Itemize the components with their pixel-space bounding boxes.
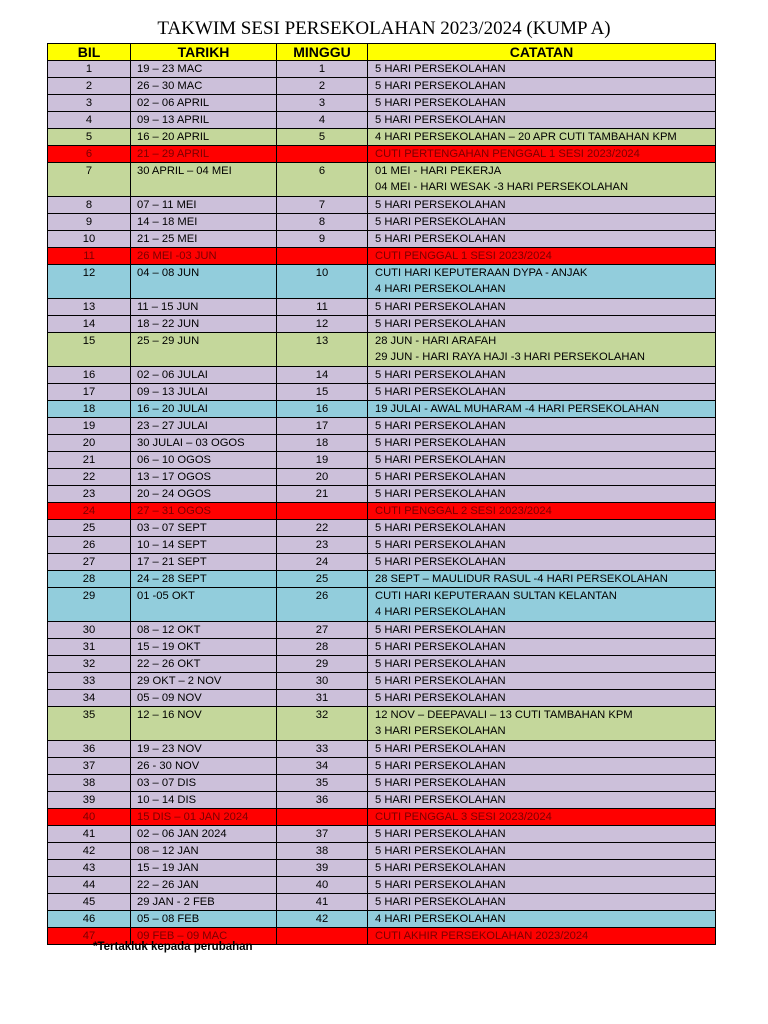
- cell-catatan: [368, 384, 716, 401]
- cell-bil: 25: [48, 520, 131, 537]
- cell-catatan: [368, 571, 716, 588]
- catatan-line: 5 HARI PERSEKOLAHAN: [375, 896, 506, 908]
- cell-bil: 22: [48, 469, 131, 486]
- catatan-line: 5 HARI PERSEKOLAHAN: [375, 454, 506, 466]
- cell-minggu: [277, 248, 368, 265]
- cell-catatan: [368, 554, 716, 571]
- cell-minggu: 2: [277, 78, 368, 95]
- cell-catatan: [368, 452, 716, 469]
- catatan-line: 5 HARI PERSEKOLAHAN: [375, 624, 506, 636]
- cell-tarikh: 08 – 12 JAN: [131, 843, 277, 860]
- table-row: [48, 418, 716, 435]
- cell-tarikh: 09 FEB – 09 MAC: [131, 928, 277, 945]
- table-row: [48, 95, 716, 112]
- cell-minggu: 25: [277, 571, 368, 588]
- cell-minggu: 13: [277, 333, 368, 367]
- table-row: [48, 486, 716, 503]
- cell-bil: 30: [48, 622, 131, 639]
- cell-tarikh: 14 – 18 MEI: [131, 214, 277, 231]
- cell-bil: 35: [48, 707, 131, 741]
- catatan-line: 5 HARI PERSEKOLAHAN: [375, 743, 506, 755]
- cell-catatan: [368, 622, 716, 639]
- header-row: [48, 44, 716, 61]
- cell-tarikh: 09 – 13 JULAI: [131, 384, 277, 401]
- table-row: [48, 656, 716, 673]
- cell-minggu: 11: [277, 299, 368, 316]
- cell-bil: 27: [48, 554, 131, 571]
- catatan-line: 5 HARI PERSEKOLAHAN: [375, 216, 506, 228]
- cell-bil: 40: [48, 809, 131, 826]
- catatan-line: CUTI HARI KEPUTERAAN DYPA - ANJAK: [375, 267, 588, 279]
- cell-catatan: [368, 95, 716, 112]
- cell-tarikh: 09 – 13 APRIL: [131, 112, 277, 129]
- cell-bil: 37: [48, 758, 131, 775]
- cell-bil: 19: [48, 418, 131, 435]
- catatan-line: 5 HARI PERSEKOLAHAN: [375, 641, 506, 653]
- cell-bil: 17: [48, 384, 131, 401]
- cell-minggu: 24: [277, 554, 368, 571]
- catatan-line: 5 HARI PERSEKOLAHAN: [375, 556, 506, 568]
- cell-tarikh: 11 – 15 JUN: [131, 299, 277, 316]
- table-row: [48, 248, 716, 265]
- table-row: [48, 520, 716, 537]
- cell-bil: 11: [48, 248, 131, 265]
- catatan-line: CUTI PERTENGAHAN PENGGAL 1 SESI 2023/2024: [375, 148, 640, 160]
- cell-minggu: 36: [277, 792, 368, 809]
- cell-minggu: 18: [277, 435, 368, 452]
- table-row: [48, 78, 716, 95]
- table-row: [48, 435, 716, 452]
- cell-catatan: [368, 741, 716, 758]
- cell-bil: 47: [48, 928, 131, 945]
- cell-tarikh: 10 – 14 DIS: [131, 792, 277, 809]
- cell-bil: 31: [48, 639, 131, 656]
- cell-minggu: 4: [277, 112, 368, 129]
- cell-minggu: 9: [277, 231, 368, 248]
- cell-catatan: [368, 826, 716, 843]
- cell-catatan: [368, 843, 716, 860]
- table-row: [48, 707, 716, 741]
- catatan-line: 28 JUN - HARI ARAFAH: [375, 335, 497, 347]
- table-row: [48, 231, 716, 248]
- table-row: [48, 503, 716, 520]
- cell-catatan: [368, 231, 716, 248]
- catatan-line: 4 HARI PERSEKOLAHAN – 20 APR CUTI TAMBAHAN KPM: [375, 131, 677, 143]
- cell-tarikh: 05 – 08 FEB: [131, 911, 277, 928]
- cell-tarikh: 30 JULAI – 03 OGOS: [131, 435, 277, 452]
- catatan-line: CUTI AKHIR PERSEKOLAHAN 2023/2024: [375, 930, 589, 942]
- cell-catatan: [368, 214, 716, 231]
- table-row: [48, 537, 716, 554]
- catatan-line: 5 HARI PERSEKOLAHAN: [375, 301, 506, 313]
- catatan-line: 5 HARI PERSEKOLAHAN: [375, 760, 506, 772]
- cell-tarikh: 22 – 26 JAN: [131, 877, 277, 894]
- table-row: [48, 469, 716, 486]
- cell-minggu: 40: [277, 877, 368, 894]
- footnote: *Tertakluk kepada perubahan: [93, 941, 253, 953]
- table-row: [48, 214, 716, 231]
- cell-bil: 16: [48, 367, 131, 384]
- calendar-table: [47, 43, 716, 945]
- cell-tarikh: 30 APRIL – 04 MEI: [131, 163, 277, 197]
- cell-bil: 24: [48, 503, 131, 520]
- cell-catatan: [368, 112, 716, 129]
- table-row: [48, 622, 716, 639]
- column-header-minggu: MINGGU: [277, 44, 368, 61]
- cell-catatan: [368, 792, 716, 809]
- cell-catatan: [368, 486, 716, 503]
- table-row: [48, 860, 716, 877]
- cell-bil: 13: [48, 299, 131, 316]
- catatan-line: 5 HARI PERSEKOLAHAN: [375, 318, 506, 330]
- cell-catatan: [368, 809, 716, 826]
- cell-catatan: [368, 758, 716, 775]
- table-row: [48, 367, 716, 384]
- catatan-line: 5 HARI PERSEKOLAHAN: [375, 471, 506, 483]
- catatan-line: 4 HARI PERSEKOLAHAN: [375, 283, 506, 295]
- cell-tarikh: 29 JAN - 2 FEB: [131, 894, 277, 911]
- catatan-line: 5 HARI PERSEKOLAHAN: [375, 97, 506, 109]
- cell-tarikh: 12 – 16 NOV: [131, 707, 277, 741]
- cell-tarikh: 21 – 29 APRIL: [131, 146, 277, 163]
- cell-catatan: [368, 469, 716, 486]
- cell-minggu: 6: [277, 163, 368, 197]
- cell-bil: 21: [48, 452, 131, 469]
- table-row: [48, 792, 716, 809]
- cell-minggu: 37: [277, 826, 368, 843]
- cell-catatan: [368, 690, 716, 707]
- cell-tarikh: 02 – 06 JULAI: [131, 367, 277, 384]
- cell-catatan: [368, 418, 716, 435]
- cell-bil: 42: [48, 843, 131, 860]
- table-row: [48, 877, 716, 894]
- table-row: [48, 741, 716, 758]
- table-row: [48, 61, 716, 78]
- table-row: [48, 809, 716, 826]
- cell-tarikh: 05 – 09 NOV: [131, 690, 277, 707]
- cell-bil: 36: [48, 741, 131, 758]
- table-row: [48, 571, 716, 588]
- cell-catatan: [368, 197, 716, 214]
- cell-minggu: 17: [277, 418, 368, 435]
- table-row: [48, 826, 716, 843]
- table-row: [48, 265, 716, 299]
- cell-tarikh: 26 - 30 NOV: [131, 758, 277, 775]
- cell-tarikh: 24 – 28 SEPT: [131, 571, 277, 588]
- column-header-bil: BIL: [48, 44, 131, 61]
- catatan-line: 5 HARI PERSEKOLAHAN: [375, 114, 506, 126]
- cell-minggu: 3: [277, 95, 368, 112]
- catatan-line: 5 HARI PERSEKOLAHAN: [375, 879, 506, 891]
- cell-catatan: [368, 163, 716, 197]
- cell-tarikh: 07 – 11 MEI: [131, 197, 277, 214]
- cell-minggu: 7: [277, 197, 368, 214]
- cell-tarikh: 06 – 10 OGOS: [131, 452, 277, 469]
- cell-bil: 32: [48, 656, 131, 673]
- cell-bil: 26: [48, 537, 131, 554]
- catatan-line: 5 HARI PERSEKOLAHAN: [375, 845, 506, 857]
- table-row: [48, 316, 716, 333]
- cell-minggu: 5: [277, 129, 368, 146]
- catatan-line: 01 MEI - HARI PEKERJA: [375, 165, 502, 177]
- catatan-line: 5 HARI PERSEKOLAHAN: [375, 828, 506, 840]
- cell-tarikh: 03 – 07 DIS: [131, 775, 277, 792]
- table-row: [48, 384, 716, 401]
- table-row: [48, 775, 716, 792]
- cell-catatan: [368, 299, 716, 316]
- cell-tarikh: 27 – 31 OGOS: [131, 503, 277, 520]
- cell-tarikh: 20 – 24 OGOS: [131, 486, 277, 503]
- cell-minggu: 15: [277, 384, 368, 401]
- catatan-line: 5 HARI PERSEKOLAHAN: [375, 63, 506, 75]
- cell-tarikh: 25 – 29 JUN: [131, 333, 277, 367]
- table-row: [48, 894, 716, 911]
- cell-tarikh: 22 – 26 OKT: [131, 656, 277, 673]
- catatan-line: 5 HARI PERSEKOLAHAN: [375, 777, 506, 789]
- cell-minggu: 42: [277, 911, 368, 928]
- cell-tarikh: 21 – 25 MEI: [131, 231, 277, 248]
- cell-tarikh: 04 – 08 JUN: [131, 265, 277, 299]
- cell-bil: 7: [48, 163, 131, 197]
- cell-catatan: [368, 248, 716, 265]
- catatan-line: 12 NOV – DEEPAVALI – 13 CUTI TAMBAHAN KPM: [375, 709, 633, 721]
- cell-bil: 34: [48, 690, 131, 707]
- column-header-tarikh: TARIKH: [131, 44, 277, 61]
- table-row: [48, 554, 716, 571]
- cell-tarikh: 19 – 23 MAC: [131, 61, 277, 78]
- cell-tarikh: 18 – 22 JUN: [131, 316, 277, 333]
- cell-bil: 5: [48, 129, 131, 146]
- table-body: [48, 61, 716, 945]
- cell-minggu: 41: [277, 894, 368, 911]
- cell-catatan: [368, 588, 716, 622]
- cell-bil: 10: [48, 231, 131, 248]
- cell-catatan: [368, 673, 716, 690]
- cell-minggu: 30: [277, 673, 368, 690]
- cell-tarikh: 15 – 19 OKT: [131, 639, 277, 656]
- cell-bil: 3: [48, 95, 131, 112]
- catatan-line: CUTI PENGGAL 3 SESI 2023/2024: [375, 811, 552, 823]
- page-title: TAKWIM SESI PERSEKOLAHAN 2023/2024 (KUMP A): [157, 18, 611, 39]
- cell-tarikh: 23 – 27 JULAI: [131, 418, 277, 435]
- cell-minggu: 29: [277, 656, 368, 673]
- cell-tarikh: 02 – 06 APRIL: [131, 95, 277, 112]
- cell-minggu: 8: [277, 214, 368, 231]
- cell-minggu: [277, 809, 368, 826]
- cell-minggu: 21: [277, 486, 368, 503]
- table-row: [48, 843, 716, 860]
- catatan-line: 5 HARI PERSEKOLAHAN: [375, 488, 506, 500]
- cell-minggu: 39: [277, 860, 368, 877]
- cell-catatan: [368, 537, 716, 554]
- cell-tarikh: 17 – 21 SEPT: [131, 554, 277, 571]
- cell-bil: 15: [48, 333, 131, 367]
- cell-bil: 6: [48, 146, 131, 163]
- catatan-line: 5 HARI PERSEKOLAHAN: [375, 862, 506, 874]
- cell-tarikh: 13 – 17 OGOS: [131, 469, 277, 486]
- cell-catatan: [368, 860, 716, 877]
- catatan-line: 5 HARI PERSEKOLAHAN: [375, 539, 506, 551]
- table-row: [48, 333, 716, 367]
- cell-catatan: [368, 333, 716, 367]
- cell-minggu: 32: [277, 707, 368, 741]
- cell-tarikh: 03 – 07 SEPT: [131, 520, 277, 537]
- cell-tarikh: 26 MEI -03 JUN: [131, 248, 277, 265]
- cell-bil: 39: [48, 792, 131, 809]
- cell-bil: 38: [48, 775, 131, 792]
- cell-tarikh: 10 – 14 SEPT: [131, 537, 277, 554]
- column-header-catatan: CATATAN: [368, 44, 716, 61]
- cell-minggu: [277, 146, 368, 163]
- cell-catatan: [368, 78, 716, 95]
- cell-minggu: 38: [277, 843, 368, 860]
- table-row: [48, 163, 716, 197]
- cell-bil: 41: [48, 826, 131, 843]
- cell-catatan: [368, 265, 716, 299]
- catatan-line: 28 SEPT – MAULIDUR RASUL -4 HARI PERSEKOLAHAN: [375, 573, 668, 585]
- cell-catatan: [368, 129, 716, 146]
- table-row: [48, 911, 716, 928]
- cell-minggu: 12: [277, 316, 368, 333]
- cell-catatan: [368, 928, 716, 945]
- catatan-line: CUTI HARI KEPUTERAAN SULTAN KELANTAN: [375, 590, 617, 602]
- cell-minggu: 19: [277, 452, 368, 469]
- cell-bil: 14: [48, 316, 131, 333]
- table-row: [48, 299, 716, 316]
- cell-minggu: 26: [277, 588, 368, 622]
- cell-minggu: 1: [277, 61, 368, 78]
- cell-catatan: [368, 775, 716, 792]
- cell-catatan: [368, 894, 716, 911]
- catatan-line: 4 HARI PERSEKOLAHAN: [375, 913, 506, 925]
- cell-catatan: [368, 639, 716, 656]
- cell-catatan: [368, 435, 716, 452]
- catatan-line: 19 JULAI - AWAL MUHARAM -4 HARI PERSEKOLAHAN: [375, 403, 660, 415]
- cell-bil: 45: [48, 894, 131, 911]
- catatan-line: 5 HARI PERSEKOLAHAN: [375, 692, 506, 704]
- table-row: [48, 401, 716, 418]
- table-row: [48, 588, 716, 622]
- table-row: [48, 758, 716, 775]
- catatan-line: 5 HARI PERSEKOLAHAN: [375, 80, 506, 92]
- cell-bil: 20: [48, 435, 131, 452]
- cell-bil: 9: [48, 214, 131, 231]
- cell-minggu: 28: [277, 639, 368, 656]
- table-row: [48, 146, 716, 163]
- cell-bil: 18: [48, 401, 131, 418]
- catatan-line: 5 HARI PERSEKOLAHAN: [375, 233, 506, 245]
- cell-minggu: [277, 928, 368, 945]
- cell-minggu: 22: [277, 520, 368, 537]
- catatan-line: 29 JUN - HARI RAYA HAJI -3 HARI PERSEKOLAHAN: [375, 351, 646, 363]
- catatan-line: CUTI PENGGAL 2 SESI 2023/2024: [375, 505, 552, 517]
- cell-tarikh: 29 OKT – 2 NOV: [131, 673, 277, 690]
- cell-catatan: [368, 707, 716, 741]
- cell-bil: 28: [48, 571, 131, 588]
- cell-bil: 23: [48, 486, 131, 503]
- cell-catatan: [368, 911, 716, 928]
- cell-bil: 46: [48, 911, 131, 928]
- cell-catatan: [368, 401, 716, 418]
- catatan-line: 4 HARI PERSEKOLAHAN: [375, 606, 506, 618]
- cell-catatan: [368, 146, 716, 163]
- table-row: [48, 452, 716, 469]
- cell-catatan: [368, 877, 716, 894]
- cell-minggu: 33: [277, 741, 368, 758]
- cell-bil: 4: [48, 112, 131, 129]
- table-row: [48, 639, 716, 656]
- cell-bil: 2: [48, 78, 131, 95]
- table-row: [48, 673, 716, 690]
- cell-tarikh: 15 – 19 JAN: [131, 860, 277, 877]
- cell-catatan: [368, 520, 716, 537]
- cell-minggu: 14: [277, 367, 368, 384]
- cell-minggu: 31: [277, 690, 368, 707]
- cell-minggu: 10: [277, 265, 368, 299]
- cell-minggu: 20: [277, 469, 368, 486]
- catatan-line: 5 HARI PERSEKOLAHAN: [375, 420, 506, 432]
- cell-tarikh: 19 – 23 NOV: [131, 741, 277, 758]
- cell-tarikh: 08 – 12 OKT: [131, 622, 277, 639]
- catatan-line: 5 HARI PERSEKOLAHAN: [375, 369, 506, 381]
- table-row: [48, 129, 716, 146]
- catatan-line: 5 HARI PERSEKOLAHAN: [375, 386, 506, 398]
- table-row: [48, 197, 716, 214]
- cell-minggu: 27: [277, 622, 368, 639]
- cell-tarikh: 02 – 06 JAN 2024: [131, 826, 277, 843]
- catatan-line: 3 HARI PERSEKOLAHAN: [375, 725, 506, 737]
- cell-tarikh: 16 – 20 APRIL: [131, 129, 277, 146]
- catatan-line: 5 HARI PERSEKOLAHAN: [375, 658, 506, 670]
- cell-bil: 44: [48, 877, 131, 894]
- cell-minggu: 35: [277, 775, 368, 792]
- cell-bil: 33: [48, 673, 131, 690]
- cell-tarikh: 15 DIS – 01 JAN 2024: [131, 809, 277, 826]
- catatan-line: 5 HARI PERSEKOLAHAN: [375, 794, 506, 806]
- cell-minggu: 23: [277, 537, 368, 554]
- cell-bil: 12: [48, 265, 131, 299]
- catatan-line: CUTI PENGGAL 1 SESI 2023/2024: [375, 250, 552, 262]
- cell-tarikh: 16 – 20 JULAI: [131, 401, 277, 418]
- catatan-line: 04 MEI - HARI WESAK -3 HARI PERSEKOLAHAN: [375, 181, 629, 193]
- catatan-line: 5 HARI PERSEKOLAHAN: [375, 199, 506, 211]
- cell-catatan: [368, 367, 716, 384]
- cell-minggu: 16: [277, 401, 368, 418]
- catatan-line: 5 HARI PERSEKOLAHAN: [375, 522, 506, 534]
- cell-catatan: [368, 61, 716, 78]
- cell-minggu: 34: [277, 758, 368, 775]
- cell-minggu: [277, 503, 368, 520]
- cell-catatan: [368, 656, 716, 673]
- cell-bil: 1: [48, 61, 131, 78]
- cell-bil: 43: [48, 860, 131, 877]
- cell-tarikh: 26 – 30 MAC: [131, 78, 277, 95]
- table-row: [48, 690, 716, 707]
- cell-catatan: [368, 503, 716, 520]
- catatan-line: 5 HARI PERSEKOLAHAN: [375, 675, 506, 687]
- table-row: [48, 112, 716, 129]
- cell-bil: 8: [48, 197, 131, 214]
- cell-catatan: [368, 316, 716, 333]
- catatan-line: 5 HARI PERSEKOLAHAN: [375, 437, 506, 449]
- cell-tarikh: 01 -05 OKT: [131, 588, 277, 622]
- cell-bil: 29: [48, 588, 131, 622]
